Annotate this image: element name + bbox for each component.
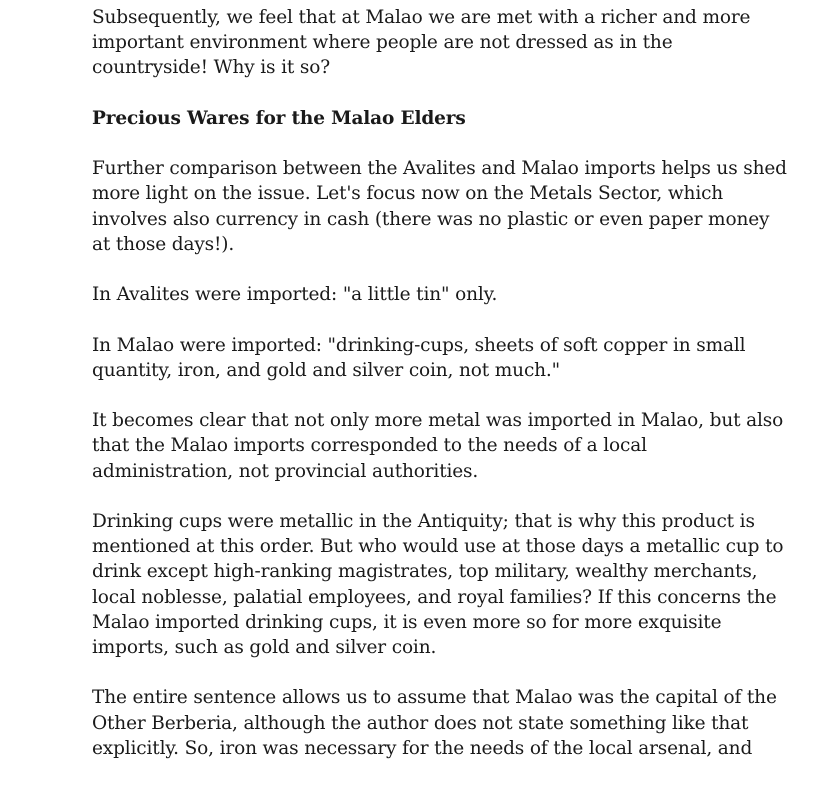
paragraph-avalites-imports: In Avalites were imported: "a little tin" only. [92,284,498,306]
paragraph-capital: The entire sentence allows us to assume that Malao was the capital of the Other Berberia, although the author does not state something like that explicitly. So, iron was necessary for the needs of the local arsenal, and [92,687,777,759]
section-heading: Precious Wares for the Malao Elders [92,107,466,129]
paragraph-comparison: Further comparison between the Avalites and Malao imports helps us shed more light on the issue. Let's focus now on the Metals Sector, which involves also currency in cash (there was no plastic or even paper money at those days!). [92,158,787,255]
paragraph-malao-imports: In Malao were imported: "drinking-cups, sheets of soft copper in small quantity, iron, and gold and silver coin, not much." [92,334,746,381]
document-page [92,5,792,786]
paragraph-administration: It becomes clear that not only more metal was imported in Malao, but also that the Malao imports corresponded to the needs of a local administration, not provincial authorities. [92,410,784,482]
paragraph-drinking-cups: Drinking cups were metallic in the Antiquity; that is why this product is mentioned at this order. But who would use at those days a metallic cup to drink except high-ranking magistrates, top military, wealthy merchants, local noblesse, palatial employees, and royal families? If this concerns the Malao imported drinking cups, it is even more so for more exquisite imports, such as gold and silver coin. [92,510,784,658]
paragraph-intro: Subsequently, we feel that at Malao we are met with a richer and more important environment where people are not dressed as in the countryside! Why is it so? [92,7,751,79]
